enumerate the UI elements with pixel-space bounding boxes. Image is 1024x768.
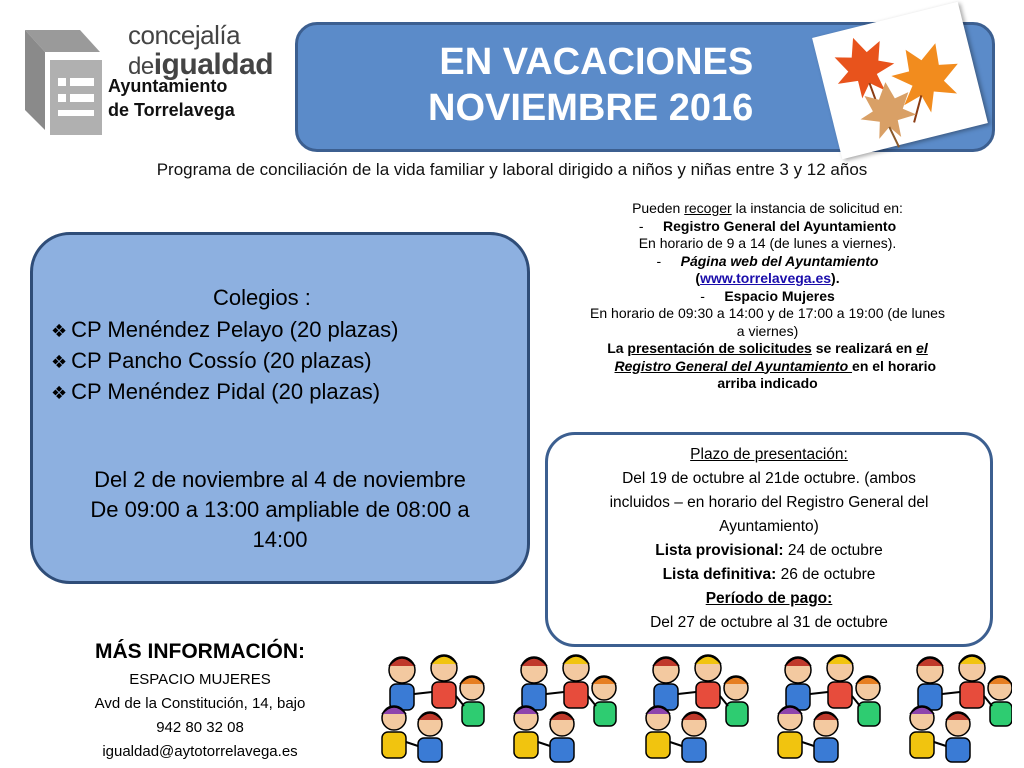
- colegio-name: CP Menéndez Pelayo (20 plazas): [71, 317, 399, 342]
- info-presentacion: [545, 340, 990, 358]
- info-item1: [545, 218, 990, 236]
- info-item2-title: Página web del Ayuntamiento: [680, 252, 879, 269]
- plazo-title: Plazo de presentación:: [690, 446, 848, 463]
- colegios-list: [51, 315, 398, 408]
- def-label: Lista definitiva:: [662, 566, 777, 583]
- info-item3-title: Espacio Mujeres: [724, 287, 835, 304]
- autumn-leaves-icon: [826, 30, 976, 150]
- info-item3-hours-b: a viernes): [736, 322, 799, 339]
- logo-ayuntamiento: [108, 74, 235, 122]
- info-pres-d: el: [916, 340, 928, 356]
- info-item3: [545, 288, 990, 306]
- mas-info-line1: ESPACIO MUJERES: [129, 671, 271, 688]
- info-intro-b: la instancia de solicitud en:: [731, 200, 903, 216]
- colegios-box: [30, 232, 530, 584]
- info-presentacion-2: [545, 358, 990, 376]
- info-intro-a: Pueden: [632, 200, 685, 216]
- list-item: [51, 377, 398, 408]
- logo-text-concejalia: concejalía: [128, 20, 241, 50]
- plazo-line1: Del 19 de octubre al 21de octubre. (ambos: [622, 470, 916, 487]
- mas-info-title: MÁS INFORMACIÓN:: [95, 640, 305, 663]
- info-pres-a: La: [607, 340, 628, 356]
- pago-title: Período de pago:: [705, 590, 833, 607]
- info-item3-hours-a: En horario de 09:30 a 14:00 y de 17:00 a 19:00 (de lunes: [590, 305, 945, 321]
- dash-bullet: -: [700, 287, 725, 304]
- lista-definitiva: [548, 563, 990, 587]
- info-item2: [545, 253, 990, 271]
- colegios-heading: Colegios :: [213, 285, 311, 310]
- mas-informacion: [40, 640, 360, 764]
- info-pres-c: se realizará en: [811, 340, 917, 356]
- info-intro: [545, 200, 990, 218]
- pago-value: Del 27 de octubre al 31 de octubre: [650, 614, 888, 631]
- list-item: [51, 315, 398, 346]
- logo-mark-icon: [20, 30, 110, 140]
- fechas-line1: Del 2 de noviembre al 4 de noviembre: [94, 467, 466, 492]
- fechas-line3: 14:00: [252, 527, 308, 552]
- fechas-horario: [33, 465, 527, 555]
- diamond-bullet-icon: ❖: [51, 352, 68, 372]
- logo: [20, 18, 280, 138]
- dash-bullet: -: [656, 252, 681, 269]
- lista-provisional: [548, 539, 990, 563]
- mas-info-address: Avd de la Constitución, 14, bajo: [94, 695, 306, 712]
- info-pres-g: arriba indicado: [717, 375, 818, 391]
- prov-label: Lista provisional:: [655, 542, 784, 559]
- info-pres-e: Registro General del Ayuntamiento: [614, 357, 853, 374]
- mas-info-phone: 942 80 32 08: [156, 719, 244, 736]
- plazo-box: [545, 432, 993, 647]
- info-pres-f: en el horario: [852, 357, 937, 374]
- diamond-bullet-icon: ❖: [51, 321, 68, 341]
- prov-value: 24 de octubre: [783, 542, 883, 559]
- logo-ayto-line2: de Torrelavega: [108, 100, 235, 120]
- title-line2: NOVIEMBRE 2016: [428, 87, 754, 129]
- page-title: [428, 39, 753, 131]
- children-clipart-icon: [372, 648, 1012, 766]
- plazo-line2: incluidos – en horario del Registro General del: [609, 494, 929, 511]
- solicitud-info: [545, 200, 990, 393]
- plazo-line3: Ayuntamiento): [719, 518, 819, 535]
- info-item2-link-line: (www.torrelavega.es).: [695, 270, 840, 286]
- diamond-bullet-icon: ❖: [51, 383, 68, 403]
- info-item1-hours: En horario de 9 a 14 (de lunes a viernes).: [638, 235, 897, 251]
- mas-info-email[interactable]: igualdad@aytotorrelavega.es: [102, 743, 298, 760]
- subtitle: Programa de conciliación de la vida familiar y laboral dirigido a niños y niñas entre 3 y 12 años: [156, 160, 868, 179]
- logo-text-igualdad-word: igualdad: [153, 48, 274, 81]
- info-pres-b: presentación de solicitudes: [627, 340, 812, 356]
- fechas-line2: De 09:00 a 13:00 ampliable de 08:00 a: [90, 497, 470, 522]
- logo-text-de: de: [128, 53, 154, 80]
- logo-ayto-line1: Ayuntamiento: [108, 76, 228, 96]
- colegio-name: CP Menéndez Pidal (20 plazas): [71, 379, 381, 404]
- title-line1: EN VACACIONES: [439, 41, 754, 83]
- torrelavega-link[interactable]: www.torrelavega.es: [700, 270, 832, 286]
- info-item1-title: Registro General del Ayuntamiento: [663, 217, 897, 234]
- list-item: [51, 346, 398, 377]
- dash-bullet: -: [638, 217, 663, 234]
- def-value: 26 de octubre: [776, 566, 876, 583]
- colegio-name: CP Pancho Cossío (20 plazas): [71, 348, 372, 373]
- info-intro-recoger: recoger: [684, 200, 732, 216]
